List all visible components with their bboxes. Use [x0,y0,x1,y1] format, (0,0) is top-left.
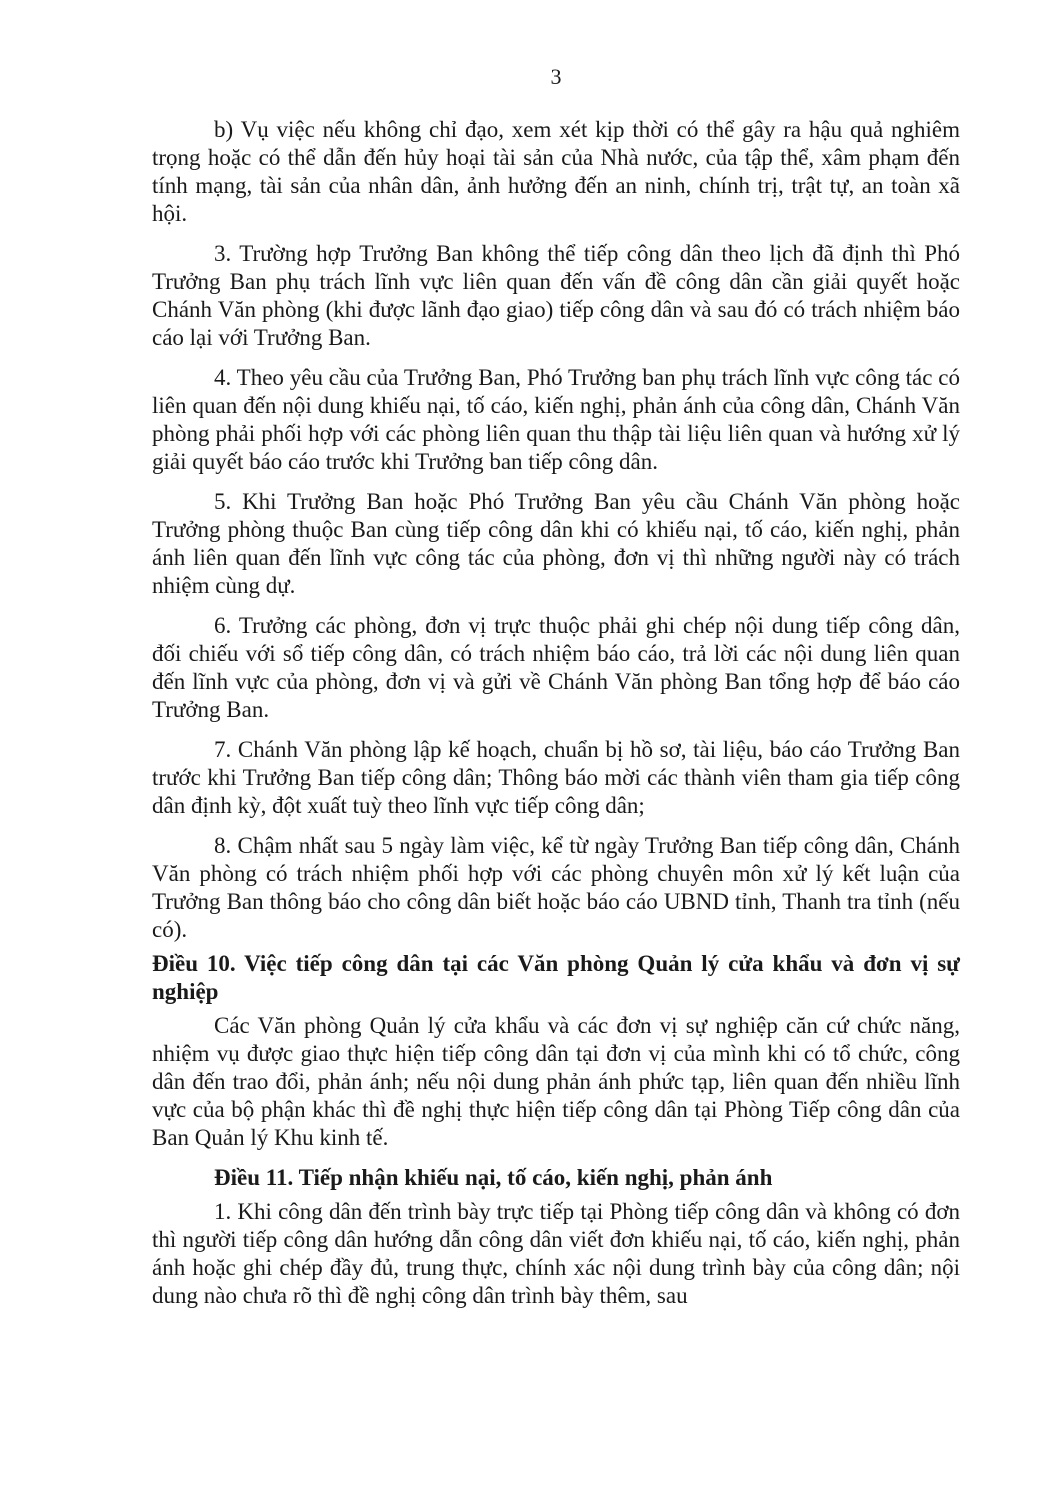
paragraph-3: 3. Trường hợp Trưởng Ban không thể tiếp công dân theo lịch đã định thì Phó Trưởng Ban phụ trách lĩnh vực liên quan đến vấn đề công dân cần giải quyết hoặc Chánh Văn phòng (khi được lãnh đạo giao) tiếp công dân và sau đó có trách nhiệm báo cáo lại với Trưởng Ban. [152,241,960,350]
paragraph-5: 5. Khi Trưởng Ban hoặc Phó Trưởng Ban yêu cầu Chánh Văn phòng hoặc Trưởng phòng thuộc Ban cùng tiếp công dân khi có khiếu nại, tố cáo, kiến nghị, phản ánh liên quan đến lĩnh vực công tác của phòng, đơn vị thì những người này có trách nhiệm cùng dự. [152,489,960,598]
article-10-body: Các Văn phòng Quản lý cửa khẩu và các đơn vị sự nghiệp căn cứ chức năng, nhiệm vụ được giao thực hiện tiếp công dân tại đơn vị của mình khi có tổ chức, công dân đến trao đổi, phản ánh; nếu nội dung phản ánh phức tạp, liên quan đến nhiều lĩnh vực của bộ phận khác thì đề nghị thực hiện tiếp công dân tại Phòng Tiếp công dân của Ban Quản lý Khu kinh tế. [152,1013,960,1150]
paragraph-4: 4. Theo yêu cầu của Trưởng Ban, Phó Trưởng ban phụ trách lĩnh vực công tác có liên quan đến nội dung khiếu nại, tố cáo, kiến nghị, phản ánh của công dân, Chánh Văn phòng phải phối hợp với các phòng liên quan thu thập tài liệu liên quan và hướng xử lý giải quyết báo cáo trước khi Trưởng ban tiếp công dân. [152,365,960,474]
paragraph-8: 8. Chậm nhất sau 5 ngày làm việc, kể từ ngày Trưởng Ban tiếp công dân, Chánh Văn phòng có trách nhiệm phối hợp với các phòng chuyên môn xử lý kết luận của Trưởng Ban thông báo cho công dân biết hoặc báo cáo UBND tỉnh, Thanh tra tỉnh (nếu có). [152,833,960,942]
paragraph-6: 6. Trưởng các phòng, đơn vị trực thuộc phải ghi chép nội dung tiếp công dân, đối chiếu với sổ tiếp công dân, có trách nhiệm báo cáo, trả lời các nội dung liên quan đến lĩnh vực của phòng, đơn vị và gửi về Chánh Văn phòng Ban tổng hợp để báo cáo Trưởng Ban. [152,613,960,722]
article-10-heading: Điều 10. Việc tiếp công dân tại các Văn phòng Quản lý cửa khẩu và đơn vị sự nghiệp [152,951,960,1004]
paragraph-7: 7. Chánh Văn phòng lập kế hoạch, chuẩn bị hồ sơ, tài liệu, báo cáo Trưởng Ban trước khi Trưởng Ban tiếp công dân; Thông báo mời các thành viên tham gia tiếp công dân định kỳ, đột xuất tuỳ theo lĩnh vực tiếp công dân; [152,737,960,818]
article-11-paragraph-1: 1. Khi công dân đến trình bày trực tiếp tại Phòng tiếp công dân và không có đơn thì người tiếp công dân hướng dẫn công dân viết đơn khiếu nại, tố cáo, kiến nghị, phản ánh hoặc ghi chép đầy đủ, trung thực, chính xác nội dung trình bày của công dân; nội dung nào chưa rõ thì đề nghị công dân trình bày thêm, sau [152,1199,960,1308]
article-11-heading: Điều 11. Tiếp nhận khiếu nại, tố cáo, kiến nghị, phản ánh [214,1165,773,1190]
page-number: 3 [550,64,562,89]
document-page [152,62,960,1322]
paragraph-b: b) Vụ việc nếu không chỉ đạo, xem xét kịp thời có thể gây ra hậu quả nghiêm trọng hoặc có thể dẫn đến hủy hoại tài sản của Nhà nước, của tập thể, xâm phạm đến tính mạng, tài sản của nhân dân, ảnh hưởng đến an ninh, chính trị, trật tự, an toàn xã hội. [152,117,960,226]
